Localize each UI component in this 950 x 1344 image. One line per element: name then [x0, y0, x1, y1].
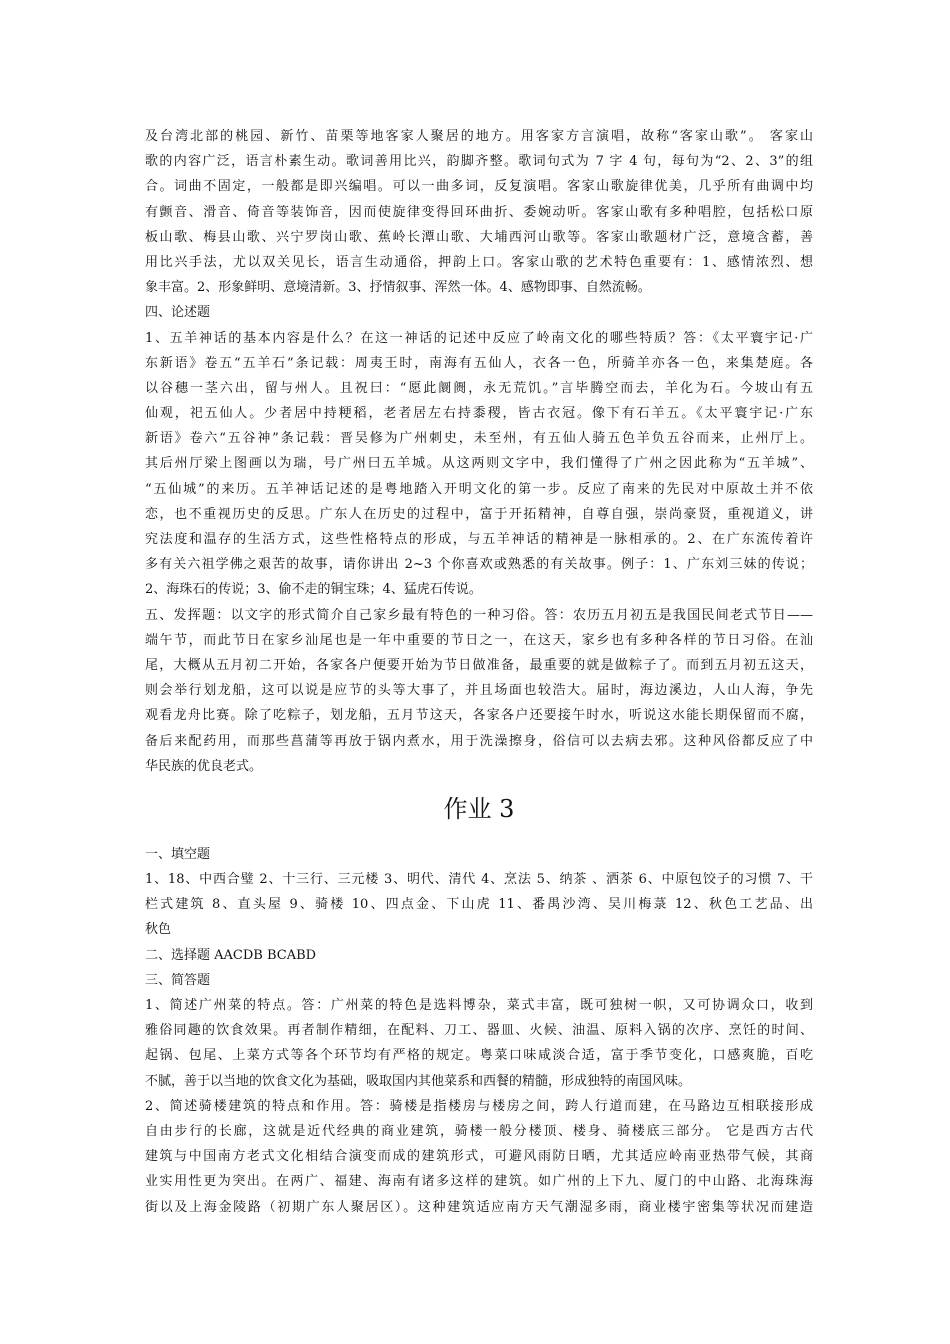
homework-3-section — [145, 842, 813, 1220]
section-heading: 一、填空题 — [145, 846, 211, 862]
text-line: 业实用性更为突出。在两广、福建、海南有诸多这样的建筑。如广州的上下九、厦门的中山路、北海珠海 — [145, 1174, 813, 1190]
text-line: 新语》卷六“五谷神”条记载：晋吴修为广州刺史，未至州，有五仙人骑五色羊负五谷而来，止州厅上。 — [145, 431, 813, 447]
text-line: 尾，大概从五月初二开始，各家各户便要开始为节日做准备，最重要的就是做粽子了。而到五月初五这天， — [145, 657, 813, 673]
text-line: 自由步行的长廊，这就是近代经典的商业建筑，骑楼一般分楼顶、楼身、骑楼底三部分。 它是西方古代 — [145, 1123, 813, 1139]
text-line: 多有关六祖学佛之艰苦的故事，请你讲出 2~3 个你喜欢或熟悉的有关故事。例子：1、广东刘三妹的传说； — [145, 557, 813, 573]
text-line: 观看龙舟比赛。除了吃粽子，划龙船，五月节这天，各家各户还要接午时水，听说这水能长期保留而不腐， — [145, 708, 813, 724]
text-line: “五仙城”的来历。五羊神话记述的是粤地踏入开明文化的第一步。反应了南来的先民对中原故土并不依 — [145, 481, 813, 497]
essay-section — [145, 300, 813, 779]
text-line: 端午节，而此节日在家乡汕尾也是一年中重要的节日之一，在这天，家乡也有多种各样的节日习俗。在汕 — [145, 632, 813, 648]
text-line: 象丰富。2、形象鲜明、意境清新。3、抒情叙事、浑然一体。4、感物即事、自然流畅。 — [145, 280, 651, 296]
text-line: 2、简述骑楼建筑的特点和作用。答：骑楼是指楼房与楼房之间，跨人行道而建，在马路边互相联接形成 — [145, 1098, 813, 1114]
text-line: 仙观，祀五仙人。少者居中持粳稻，老者居左右持黍稷，皆古衣冠。像下有石羊五。《太平寰宇记·广东 — [145, 406, 813, 422]
text-line: 以谷穗一茎六出，留与州人。且祝曰：“愿此阛阓，永无荒饥。”言毕腾空而去，羊化为石。今坡山有五 — [145, 380, 813, 396]
section-heading: 三、简答题 — [145, 972, 211, 988]
text-line: 则会举行划龙船，这可以说是应节的头等大事了，并且场面也较浩大。届时，海边溪边，人山人海，争先 — [145, 683, 813, 699]
text-line: 备后来配药用，而那些菖蒲等再放于锅内煮水，用于洗澡擦身，俗信可以去病去邪。这种风俗都反应了中 — [145, 733, 813, 749]
text-line: 五、发挥题：以文字的形式简介自己家乡最有特色的一种习俗。答：农历五月初五是我国民间老式节日—— — [145, 607, 813, 623]
document-page — [145, 124, 813, 1220]
section-heading: 四、论述题 — [145, 305, 211, 321]
text-line: 秋色 — [145, 922, 172, 938]
hakka-song-paragraph — [145, 124, 813, 300]
text-line: 究法度和温存的生活方式，这些性格特点的形成，与五羊神话的精神是一脉相承的。2、在广东流传着许 — [145, 532, 813, 547]
text-line: 雅俗同趣的饮食效果。再者制作精细，在配料、刀工、器皿、火候、油温、原料入锅的次序、烹饪的时间、 — [145, 1023, 813, 1039]
text-line: 起锅、包尾、上菜方式等各个环节均有严格的规定。粤菜口味咸淡合适，富于季节变化，口感爽脆，百吃 — [145, 1048, 813, 1064]
text-line: 合。词曲不固定，一般都是即兴编唱。可以一曲多词，反复演唱。客家山歌旋律优美，几乎所有曲调中均 — [145, 179, 813, 195]
text-line: 用比兴手法，尤以双关见长，语言生动通俗，押韵上口。客家山歌的艺术特色重要有：1、感情浓烈、想 — [145, 254, 813, 270]
text-line: 不腻，善于以当地的饮食文化为基础，吸取国内其他菜系和西餐的精髓，形成独特的南国风味。 — [145, 1073, 692, 1089]
text-line: 歌的内容广泛，语言朴素生动。歌词善用比兴，韵脚齐整。歌词句式为 7 字 4 句，每句为“2、2、3”的组 — [145, 154, 813, 170]
text-line: 1、简述广州菜的特点。答：广州菜的特色是选料博杂，菜式丰富，既可独树一帜，又可协调众口，收到 — [145, 998, 813, 1013]
section-heading: 二、选择题 AACDB BCABD — [145, 947, 317, 963]
text-line: 街以及上海金陵路（初期广东人聚居区）。这种建筑适应南方天气潮湿多雨，商业楼宇密集等状况而建造 — [145, 1199, 813, 1215]
text-line: 有颤音、滑音、倚音等装饰音，因而使旋律变得回环曲折、委婉动听。客家山歌有多种唱腔，包括松口原 — [145, 204, 813, 220]
text-line: 1、五羊神话的基本内容是什么？在这一神话的记述中反应了岭南文化的哪些特质？答：《太平寰宇记·广 — [145, 330, 813, 346]
homework-heading: 作业 3 — [443, 794, 515, 823]
text-line: 及台湾北部的桃园、新竹、苗栗等地客家人聚居的地方。用客家方言演唱，故称“客家山歌”。 客家山 — [145, 129, 813, 144]
text-line: 建筑与中国南方老式文化相结合演变而成的建筑形式，可避风雨防日晒，尤其适应岭南亚热带气候，其商 — [145, 1149, 813, 1165]
text-line: 板山歌、梅县山歌、兴宁罗岗山歌、蕉岭长潭山歌、大埔西河山歌等。客家山歌题材广泛，意境含蓄，善 — [145, 229, 813, 245]
text-line: 1、18、中西合璧 2、十三行、三元楼 3、明代、清代 4、烹法 5、纳茶 、洒茶 6、中原包饺子的习惯 7、干 — [145, 872, 813, 888]
text-line: 栏式建筑 8、直头屋 9、骑楼 10、四点金、下山虎 11、番禺沙湾、吴川梅菉 12、秋色工艺品、出 — [145, 897, 813, 913]
text-line: 2、海珠石的传说；3、偷不走的铜宝珠；4、猛虎石传说。 — [145, 582, 482, 598]
text-line: 恋，也不重视历史的反思。广东人在历史的过程中，富于开拓精神，自尊自强，崇尚豪贤，重视道义，讲 — [145, 506, 813, 522]
text-line: 其后州厅梁上图画以为瑞，号广州曰五羊城。从这两则文字中，我们懂得了广州之因此称为“五羊城”、 — [145, 456, 813, 472]
text-line: 东新语》卷五“五羊石”条记载：周夷王时，南海有五仙人，衣各一色，所骑羊亦各一色，来集楚庭。各 — [145, 355, 813, 371]
text-line: 华民族的优良老式。 — [145, 758, 263, 774]
